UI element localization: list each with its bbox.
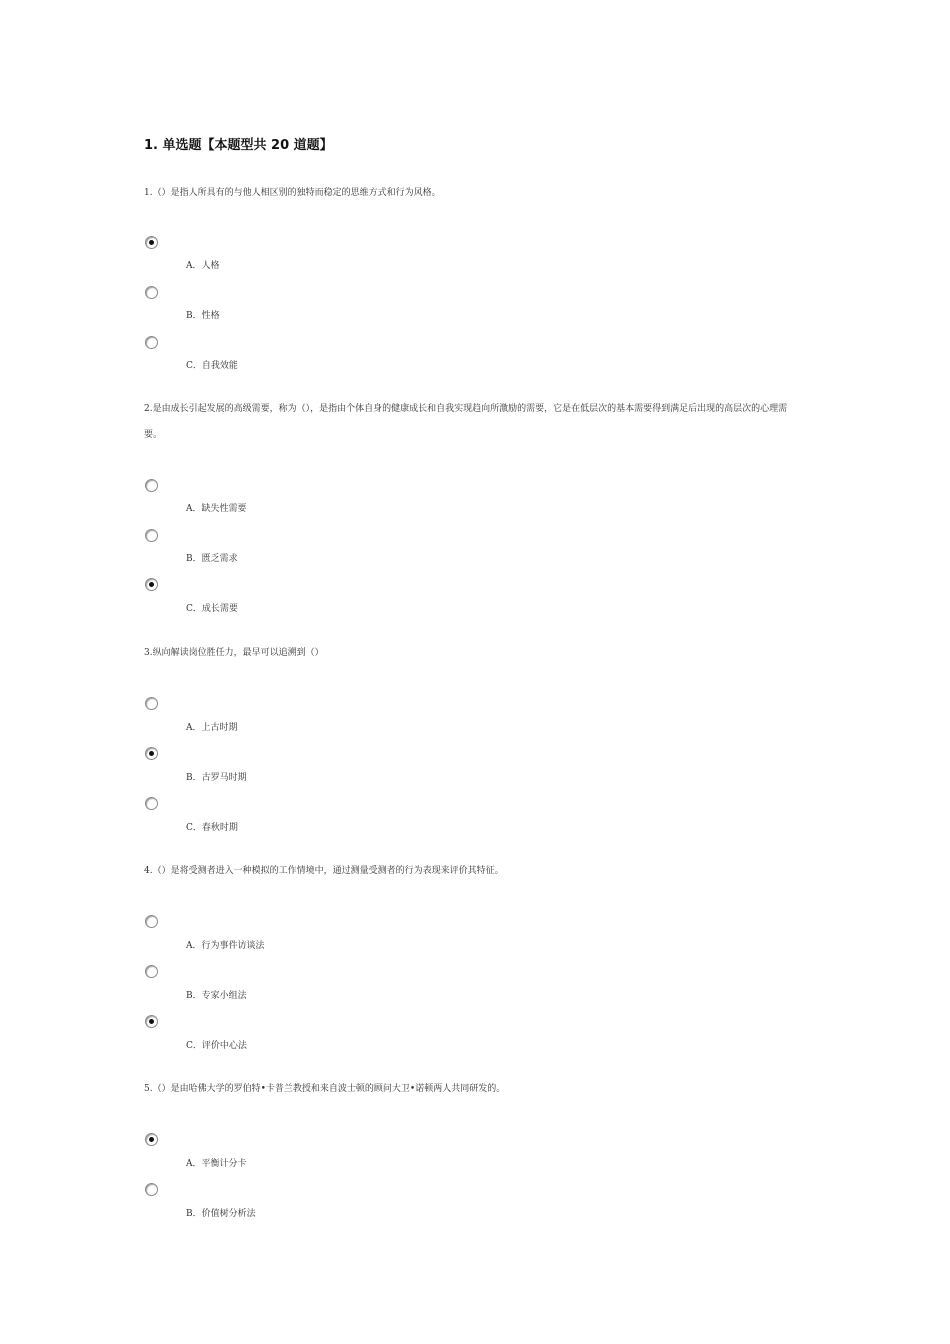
question-3-option-a-radio[interactable] (145, 697, 158, 710)
question-4-text: 4.（）是将受测者进入一种模拟的工作情境中，通过测量受测者的行为表现来评价其特征。 (144, 866, 504, 876)
question-5-option-b-label[interactable]: B．价值树分析法 (186, 1209, 256, 1219)
question-3-option-b-radio[interactable] (145, 747, 158, 760)
question-4-option-a-radio[interactable] (145, 915, 158, 928)
question-4-option-c-label[interactable]: C．评价中心法 (186, 1041, 247, 1051)
question-3-text: 3.纵向解读岗位胜任力，最早可以追溯到（） (144, 648, 324, 658)
question-2-option-c-radio[interactable] (145, 578, 158, 591)
question-1-option-b-label[interactable]: B．性格 (186, 311, 220, 321)
question-5-option-a-label[interactable]: A．平衡计分卡 (186, 1159, 247, 1169)
question-2-text: 2.是由成长引起发展的高级需要，称为（），是指由个体自身的健康成长和自我实现趋向所激励的需要，它是在低层次的基本需要得到满足后出现的高层次的心理需要。 (144, 404, 788, 440)
question-5-text: 5.（）是由哈佛大学的罗伯特•卡普兰教授和来自波士顿的顾问大卫•诺顿两人共同研发的。 (144, 1084, 506, 1094)
question-2-option-c-label[interactable]: C．成长需要 (186, 604, 238, 614)
question-5-option-a-radio[interactable] (145, 1133, 158, 1146)
question-4-option-b-radio[interactable] (145, 965, 158, 978)
question-1-text: 1.（）是指人所具有的与他人相区别的独特而稳定的思维方式和行为风格。 (144, 188, 441, 198)
question-2-option-a-label[interactable]: A．缺失性需要 (186, 504, 247, 514)
question-5-option-b-radio[interactable] (145, 1183, 158, 1196)
question-1-option-c-label[interactable]: C．自我效能 (186, 361, 238, 371)
question-2-option-b-radio[interactable] (145, 529, 158, 542)
question-3-option-c-radio[interactable] (145, 797, 158, 810)
question-1-option-a-radio[interactable] (145, 236, 158, 249)
question-4-option-a-label[interactable]: A．行为事件访谈法 (186, 941, 265, 951)
question-1-option-c-radio[interactable] (145, 336, 158, 349)
question-2-option-a-radio[interactable] (145, 479, 158, 492)
question-1-option-b-radio[interactable] (145, 286, 158, 299)
question-4-option-b-label[interactable]: B．专家小组法 (186, 991, 247, 1001)
question-3-option-b-label[interactable]: B．古罗马时期 (186, 773, 247, 783)
question-4-option-c-radio[interactable] (145, 1015, 158, 1028)
question-2-option-b-label[interactable]: B．匮乏需求 (186, 554, 238, 564)
question-1-option-a-label[interactable]: A．人格 (186, 261, 220, 271)
section-title: 1. 单选题【本题型共 20 道题】 (144, 138, 333, 153)
question-3-option-a-label[interactable]: A．上古时期 (186, 723, 238, 733)
question-3-option-c-label[interactable]: C．春秋时期 (186, 823, 238, 833)
